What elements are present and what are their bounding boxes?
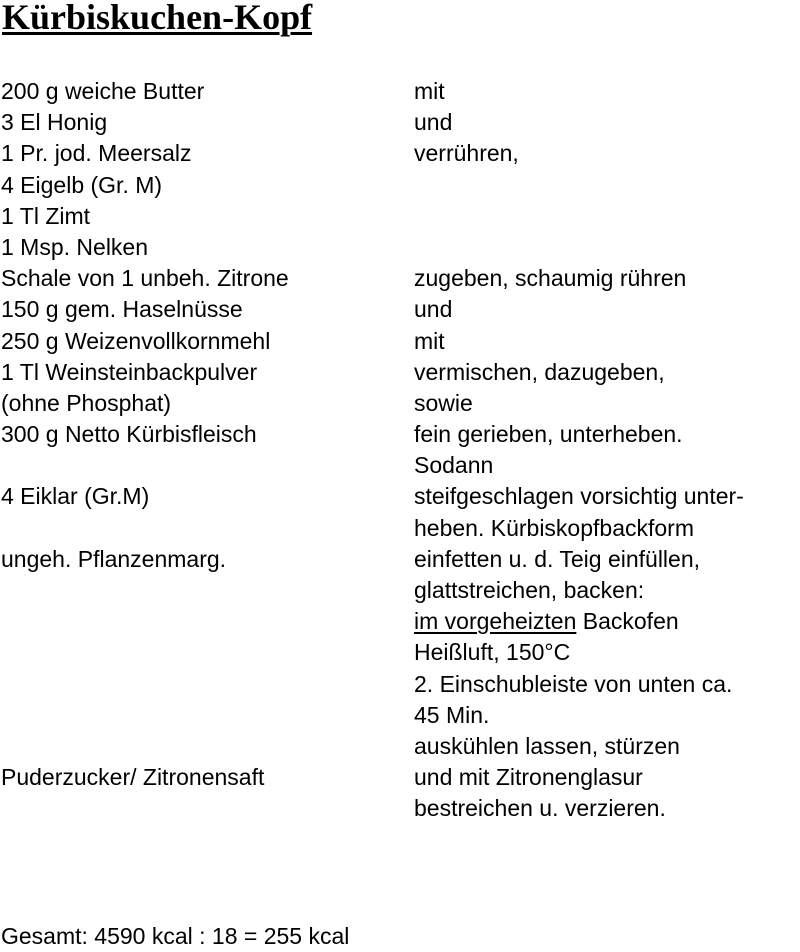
underlined-phrase: im vorgeheizten — [414, 608, 577, 635]
instruction-text: und — [414, 109, 453, 136]
recipe-title: Kürbiskuchen-Kopf — [2, 0, 313, 37]
instruction-text: und — [414, 296, 453, 323]
instruction-text: mit — [414, 327, 445, 354]
recipe-row — [1, 731, 800, 762]
ingredient-text: 1 Tl Weinsteinbackpulver — [1, 358, 258, 385]
recipe-row — [1, 294, 800, 325]
instruction-text: und mit Zitronenglasur — [414, 764, 643, 791]
instruction-text — [414, 606, 679, 637]
instruction-text: einfetten u. d. Teig einfüllen, — [414, 545, 701, 572]
ingredient-text: Puderzucker/ Zitronensaft — [1, 764, 265, 791]
instruction-text: 2. Einschubleiste von unten ca. — [414, 670, 733, 697]
instruction-text: heben. Kürbiskopfbackform — [414, 514, 694, 541]
instruction-text: Sodann — [414, 452, 494, 479]
instruction-text: verrühren, — [414, 140, 519, 167]
recipe-row — [1, 762, 800, 793]
ingredient-text: 150 g gem. Haselnüsse — [1, 296, 243, 323]
calorie-total: Gesamt: 4590 kcal : 18 = 255 kcal — [1, 923, 350, 949]
recipe-row — [1, 700, 800, 731]
ingredient-text: 1 Msp. Nelken — [1, 233, 149, 260]
recipe-table — [1, 76, 800, 825]
ingredient-text: 300 g Netto Kürbisfleisch — [1, 421, 257, 448]
ingredient-text: 4 Eiklar (Gr.M) — [1, 483, 150, 510]
recipe-row — [1, 107, 800, 138]
recipe-row — [1, 326, 800, 357]
ingredient-text: Schale von 1 unbeh. Zitrone — [1, 265, 289, 292]
ingredient-text: 3 El Honig — [1, 109, 108, 136]
recipe-row — [1, 357, 800, 388]
recipe-row — [1, 793, 800, 824]
recipe-row — [1, 232, 800, 263]
instruction-text: steifgeschlagen vorsichtig unter- — [414, 483, 744, 510]
instruction-text: glattstreichen, backen: — [414, 577, 645, 603]
ingredient-text: (ohne Phosphat) — [1, 389, 172, 416]
recipe-row — [1, 388, 800, 419]
recipe-row — [1, 637, 800, 668]
instruction-text: 45 Min. — [414, 701, 490, 728]
ingredient-text: 1 Tl Zimt — [1, 202, 91, 229]
instruction-rest: Backofen — [576, 608, 679, 635]
instruction-text: sowie — [414, 389, 473, 416]
instruction-text: fein gerieben, unterheben. — [414, 421, 683, 448]
instruction-text: zugeben, schaumig rühren — [414, 265, 687, 292]
ingredient-text: 200 g weiche Butter — [1, 78, 205, 104]
instruction-text: auskühlen lassen, stürzen — [414, 732, 680, 759]
recipe-row — [1, 575, 800, 606]
recipe-row — [1, 513, 800, 544]
recipe-row — [1, 263, 800, 294]
instruction-text: Heißluft, 150°C — [414, 639, 571, 666]
instruction-text: vermischen, dazugeben, — [414, 358, 665, 385]
ingredient-text: 4 Eigelb (Gr. M) — [1, 171, 163, 198]
recipe-row — [1, 544, 800, 575]
ingredient-text: ungeh. Pflanzenmarg. — [1, 545, 227, 572]
recipe-row — [1, 76, 800, 107]
ingredient-text: 250 g Weizenvollkornmehl — [1, 327, 271, 354]
recipe-row — [1, 606, 800, 637]
recipe-row — [1, 419, 800, 450]
recipe-row — [1, 170, 800, 201]
recipe-row — [1, 201, 800, 232]
recipe-row — [1, 450, 800, 481]
instruction-text: bestreichen u. verzieren. — [414, 795, 666, 822]
recipe-row — [1, 138, 800, 169]
instruction-text: mit — [414, 78, 445, 104]
ingredient-text: 1 Pr. jod. Meersalz — [1, 140, 192, 167]
recipe-row — [1, 669, 800, 700]
recipe-row — [1, 481, 800, 512]
